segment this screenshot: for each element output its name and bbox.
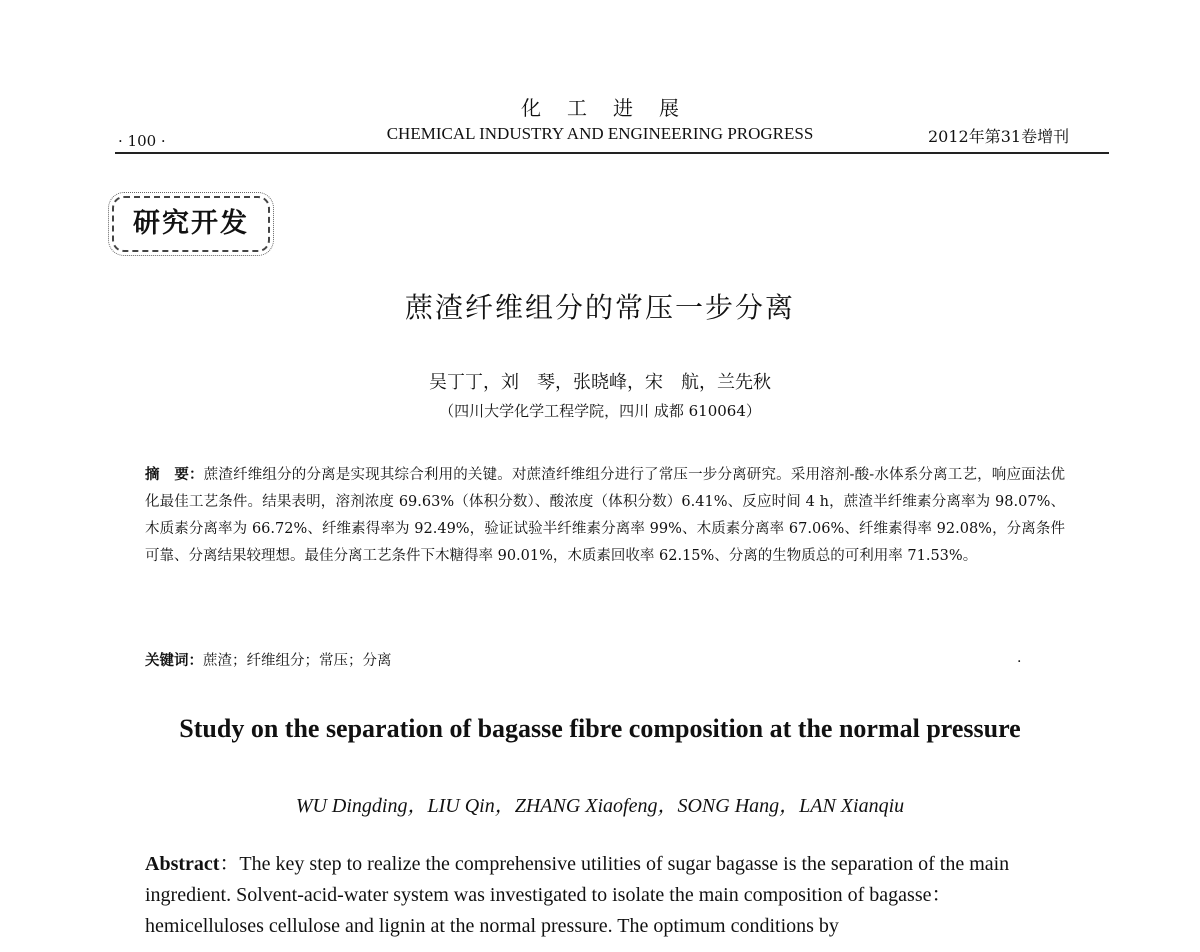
article-title-en: Study on the separation of bagasse fibre composition at the normal pressure xyxy=(179,714,1021,743)
page-number: · 100 · xyxy=(118,132,166,150)
journal-title-cn: 化工进展 xyxy=(521,96,705,120)
abstract-en-label: Abstract xyxy=(145,853,220,875)
authors-en: WU Dingding，LIU Qin，ZHANG Xiaofeng，SONG Hang，LAN Xianqiu xyxy=(295,795,905,817)
abstract-cn xyxy=(145,462,1065,570)
affiliation-cn: （四川大学化学工程学院，四川 成都 610064） xyxy=(439,402,761,420)
abstract-en-text: ：The key step to realize the comprehensive utilities of sugar bagasse is the separation of the main ingredient. Solvent-acid-water system was investigated to isolate the main composition of bagasse：hemicelluloses cellulose and lignin at the normal pressure. The optimum conditions by xyxy=(145,853,1010,937)
abstract-cn-text: 蔗渣纤维组分的分离是实现其综合利用的关键。对蔗渣纤维组分进行了常压一步分离研究。采用溶剂-酸-水体系分离工艺，响应面法优化最佳工艺条件。结果表明，溶剂浓度 69.63%（体积分数）、酸浓度（体积分数）6.41%、反应时间 4 h，蔗渣半纤维素分离率为 98.07%、木质素分离率为 66.72%、纤维素得率为 92.49%，验证试验半纤维素分离率 99%、木质素分离率 67.06%、纤维素得率 92.08%，分离条件可靠、分离结果较理想。最佳分离工艺条件下木糖得率 90.01%，木质素回收率 62.15%、分离的生物质总的可利用率 71.53%。 xyxy=(145,467,1066,564)
authors-cn: 吴丁丁，刘 琴，张晓峰，宋 航，兰先秋 xyxy=(429,372,771,393)
header-divider xyxy=(115,152,1109,154)
stray-mark: · xyxy=(1017,654,1022,670)
keywords-cn xyxy=(145,649,1065,670)
abstract-en xyxy=(145,849,1065,942)
section-tag: 研究开发 xyxy=(112,196,270,252)
abstract-cn-label: 摘 要： xyxy=(145,467,204,483)
article-title-cn: 蔗渣纤维组分的常压一步分离 xyxy=(404,291,795,324)
journal-title-en: CHEMICAL INDUSTRY AND ENGINEERING PROGRESS xyxy=(386,124,814,143)
keywords-cn-label: 关键词： xyxy=(145,653,203,669)
issue-info: 2012年第31卷增刊 xyxy=(928,127,1070,146)
keywords-cn-text: 蔗渣；纤维组分；常压；分离 xyxy=(203,653,392,669)
